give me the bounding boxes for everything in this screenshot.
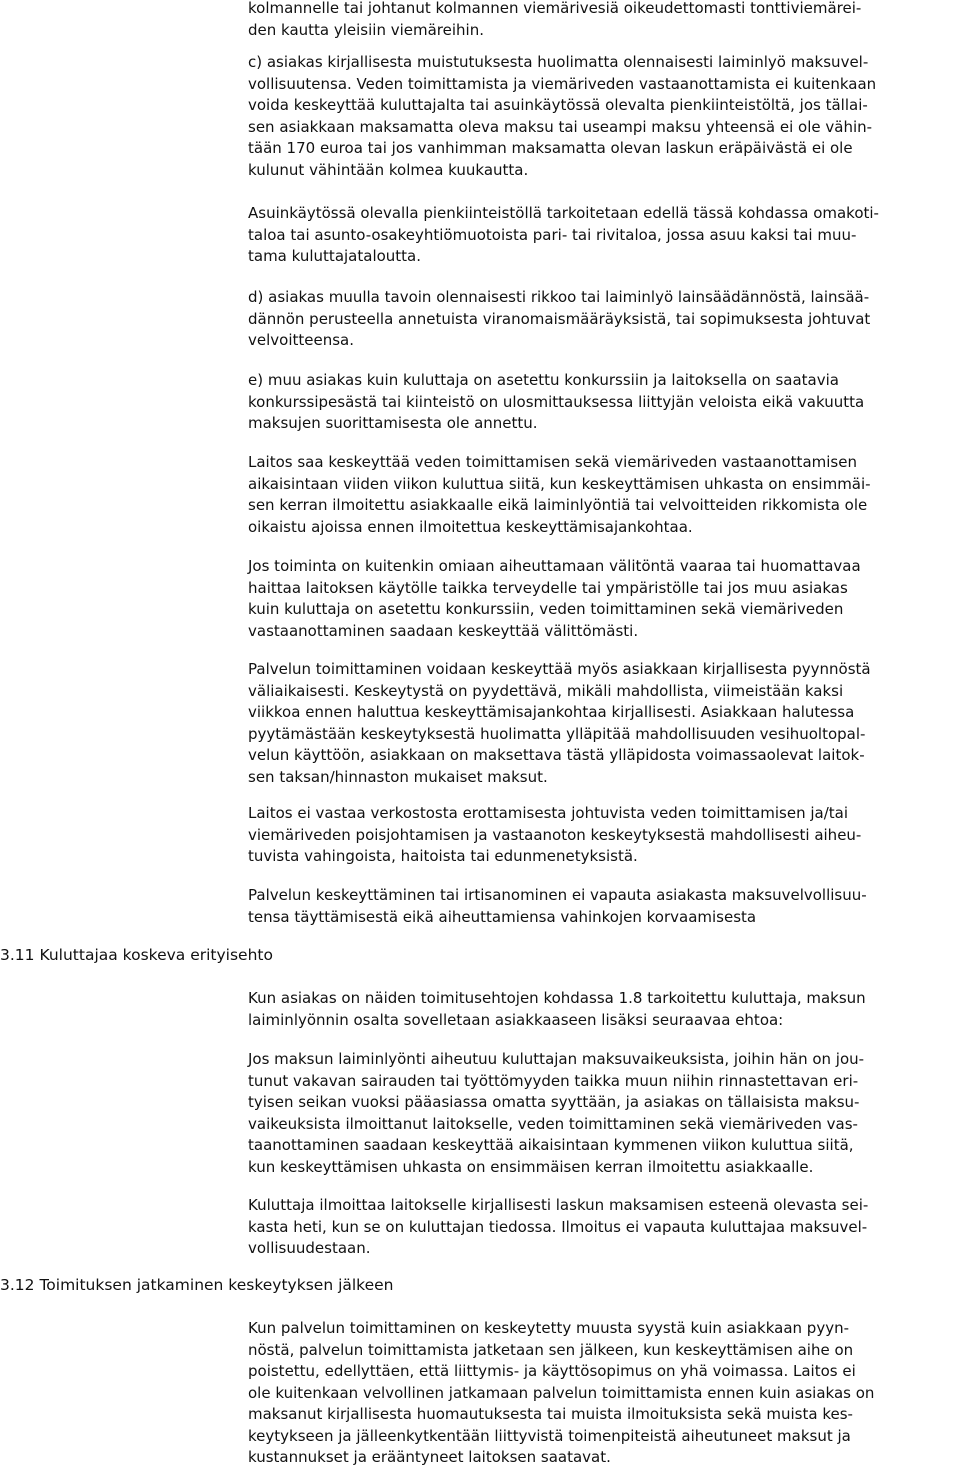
paragraph-suspension-timing: Laitos saa keskeyttää veden toimittamisen sekä viemäriveden vastaanottamisen aikaisintaan viiden viikon kuluttua siitä, kun keskeyttämisen uhkasta on ensimmäi- sen kerran ilmoitettu asiakkaalle eikä laiminlyöntiä tai velvoitteiden rikkomista ole oikaistu ajoissa ennen ilmoitettua keskeyttämisajankohtaa.	[248, 453, 871, 536]
paragraph-small-property-definition: Asuinkäytössä olevalla pienkiinteistöllä tarkoitetaan edellä tässä kohdassa omakoti- taloa tai asunto-osakeyhtiömuotoista pari- tai rivitaloa, jossa asuu kaksi tai muu- tama kuluttajataloutta.	[248, 204, 879, 265]
paragraph-customer-request: Palvelun toimittaminen voidaan keskeyttää myös asiakkaan kirjallisesta pyynnöstä väliaikaisesti. Keskeytystä on pyydettävä, mikäli mahdollista, viimeistään kaksi viikkoa ennen haluttua keskeyttämisajankohtaa kirjallisesti. Asiakkaan halutessa pyytämästään keskeytyksestä huolimatta ylläpitää mahdollisuuden vesihuoltopal- velun käyttöön, asiakkaan on maksettava tästä ylläpidosta voimassaolevat laitok- sen taksan/hinnaston mukaiset maksut.	[248, 660, 871, 786]
paragraph-item-c: c) asiakas kirjallisesta muistutuksesta huolimatta olennaisesti laiminlyö maksuvel- vollisuutensa. Veden toimittamista ja viemäriveden vastaanottamista ei kuitenkaan voida keskeyttää kuluttajalta tai asuinkäytössä olevalta pienkiinteistöltä, jos tällai- sen asiakkaan maksamatta oleva maksu tai useampi maksu yhteensä ei ole vähin- tään 170 euroa tai jos vanhimman maksamatta olevan laskun eräpäivästä ei ole kulunut vähintään kolmea kuukautta.	[248, 53, 877, 179]
paragraph-resumption: Kun palvelun toimittaminen on keskeytetty muusta syystä kuin asiakkaan pyyn- nöstä, palvelun toimittamista jatketaan sen jälkeen, kun keskeyttämisen aihe on poistettu, edellyttäen, että liittymis- ja käyttösopimus on yhä voimassa. Laitos ei ole kuitenkaan velvollinen jatkamaan palvelun toimittamista ennen kuin asiakas on maksanut kirjallisesta huomautuksesta tai muista ilmoituksista sekä muista kes- keytykseen ja jälleenkytkentään liittyvistä toimenpiteistä aiheutuneet maksut ja kustannukset ja erääntyneet laitoksen saatavat.	[248, 1319, 875, 1466]
paragraph-consumer-hardship: Jos maksun laiminlyönti aiheutuu kuluttajan maksuvaikeuksista, joihin hän on jou- tunut vakavan sairauden tai työttömyyden taikka muun niihin rinnastettavan eri- tyisen seikan vuoksi pääasiassa omatta syyttään, ja asiakas on tällaisista maksu- vaikeuksista ilmoittanut laitokselle, veden toimittaminen sekä viemäriveden vas- taanottaminen saadaan keskeyttää aikaisintaan kymmenen viikon kuluttua siitä, kun keskeyttämisen uhkasta on ensimmäisen kerran ilmoitettu asiakkaalle.	[248, 1050, 865, 1176]
section-heading-3-12: 3.12 Toimituksen jatkaminen keskeytyksen jälkeen	[0, 1276, 394, 1294]
section-heading-3-11: 3.11 Kuluttajaa koskeva erityisehto	[0, 946, 273, 964]
paragraph-item-d: d) asiakas muulla tavoin olennaisesti rikkoo tai laiminlyö lainsäädännöstä, lainsää- dännön perusteella annetuista viranomaismääräyksistä, tai sopimuksesta johtuvat velvoitteensa.	[248, 288, 871, 349]
paragraph-immediate-suspension: Jos toiminta on kuitenkin omiaan aiheuttamaan välitöntä vaaraa tai huomattavaa haittaa laitoksen käytölle taikka terveydelle tai ympäristölle tai jos muu asiakas kuin kuluttaja on asetettu konkurssiin, veden toimittaminen sekä viemäriveden vastaanottaminen saadaan keskeyttää välittömästi.	[248, 557, 861, 640]
paragraph-liability: Laitos ei vastaa verkostosta erottamisesta johtuvista veden toimittamisen ja/tai viemäriveden poisjohtamisen ja vastaanoton keskeytyksestä mahdollisesti aiheu- tuvista vahingoista, haitoista tai edunmenetyksistä.	[248, 804, 862, 865]
paragraph-continuation: kolmannelle tai johtanut kolmannen viemärivesiä oikeudettomasti tonttiviemärei- den kautta yleisiin viemäreihin.	[248, 0, 862, 39]
paragraph-consumer-intro: Kun asiakas on näiden toimitusehtojen kohdassa 1.8 tarkoitettu kuluttaja, maksun laiminlyönnin osalta sovelletaan asiakkaaseen lisäksi seuraavaa ehtoa:	[248, 989, 866, 1029]
paragraph-payment-obligation: Palvelun keskeyttäminen tai irtisanominen ei vapauta asiakasta maksuvelvollisuu- tensa täyttämisestä eikä aiheuttamiensa vahinkojen korvaamisesta	[248, 886, 867, 926]
paragraph-item-e: e) muu asiakas kuin kuluttaja on asetettu konkurssiin ja laitoksella on saatavia konkurssipesästä tai kiinteistö on ulosmittauksessa liittyjän veloista eikä vakuutta maksujen suorittamisesta ole annettu.	[248, 371, 865, 432]
paragraph-consumer-notice: Kuluttaja ilmoittaa laitokselle kirjallisesti laskun maksamisen esteenä olevasta sei- kasta heti, kun se on kuluttajan tiedossa. Ilmoitus ei vapauta kuluttajaa maksuvel- vollisuudestaan.	[248, 1196, 869, 1257]
